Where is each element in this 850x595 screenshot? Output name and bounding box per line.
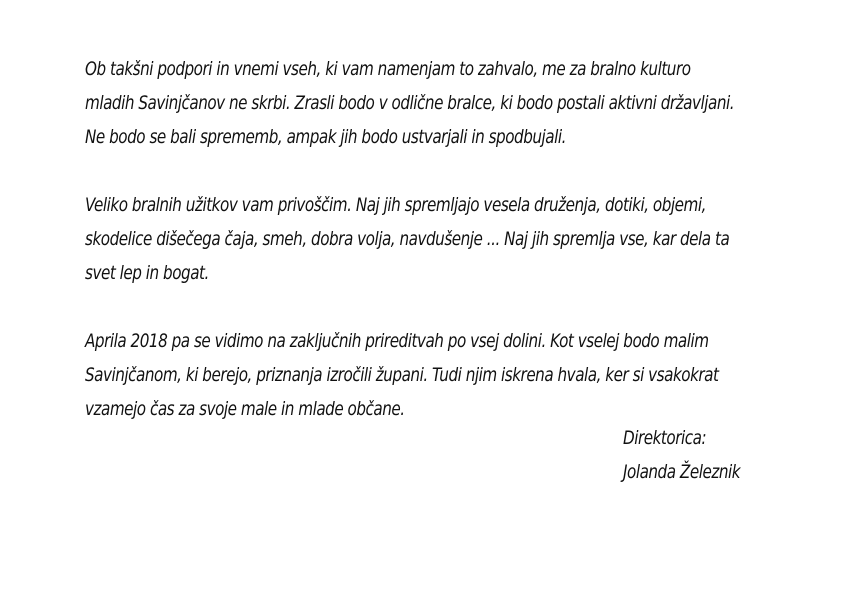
paragraph-1 (85, 52, 789, 154)
paragraph-3 (85, 324, 789, 426)
paragraph-line: Savinjčanom, ki berejo, priznanja izročili župani. Tudi njim iskrena hvala, ker si vsakokrat (85, 364, 719, 386)
paragraph-line: Ne bodo se bali sprememb, ampak jih bodo ustvarjali in spodbujali. (85, 126, 566, 148)
paragraph-line: vzamejo čas za svoje male in mlade občane. (85, 398, 405, 420)
signature-title: Direktorica: (623, 427, 707, 449)
paragraph-line: Ob takšni podpori in vnemi vseh, ki vam namenjam to zahvalo, me za bralno kulturo (85, 58, 691, 80)
paragraph-line: svet lep in bogat. (85, 262, 209, 284)
paragraph-spacer (85, 154, 789, 188)
paragraph-line: skodelice dišečega čaja, smeh, dobra volja, navdušenje ... Naj jih spremlja vse, kar dela ta (85, 228, 730, 250)
letter-body (85, 52, 789, 426)
paragraph-spacer (85, 290, 789, 324)
paragraph-line: Aprila 2018 pa se vidimo na zaključnih prireditvah po vsej dolini. Kot vselej bodo malim (85, 330, 709, 352)
signature-name: Jolanda Železnik (623, 461, 741, 483)
paragraph-2 (85, 188, 789, 290)
paragraph-line: mladih Savinjčanov ne skrbi. Zrasli bodo v odlične bralce, ki bodo postali aktivni državljani. (85, 92, 735, 114)
paragraph-line: Veliko bralnih užitkov vam privoščim. Naj jih spremljajo vesela druženja, dotiki, objemi, (85, 194, 706, 216)
signature-block (623, 421, 783, 489)
